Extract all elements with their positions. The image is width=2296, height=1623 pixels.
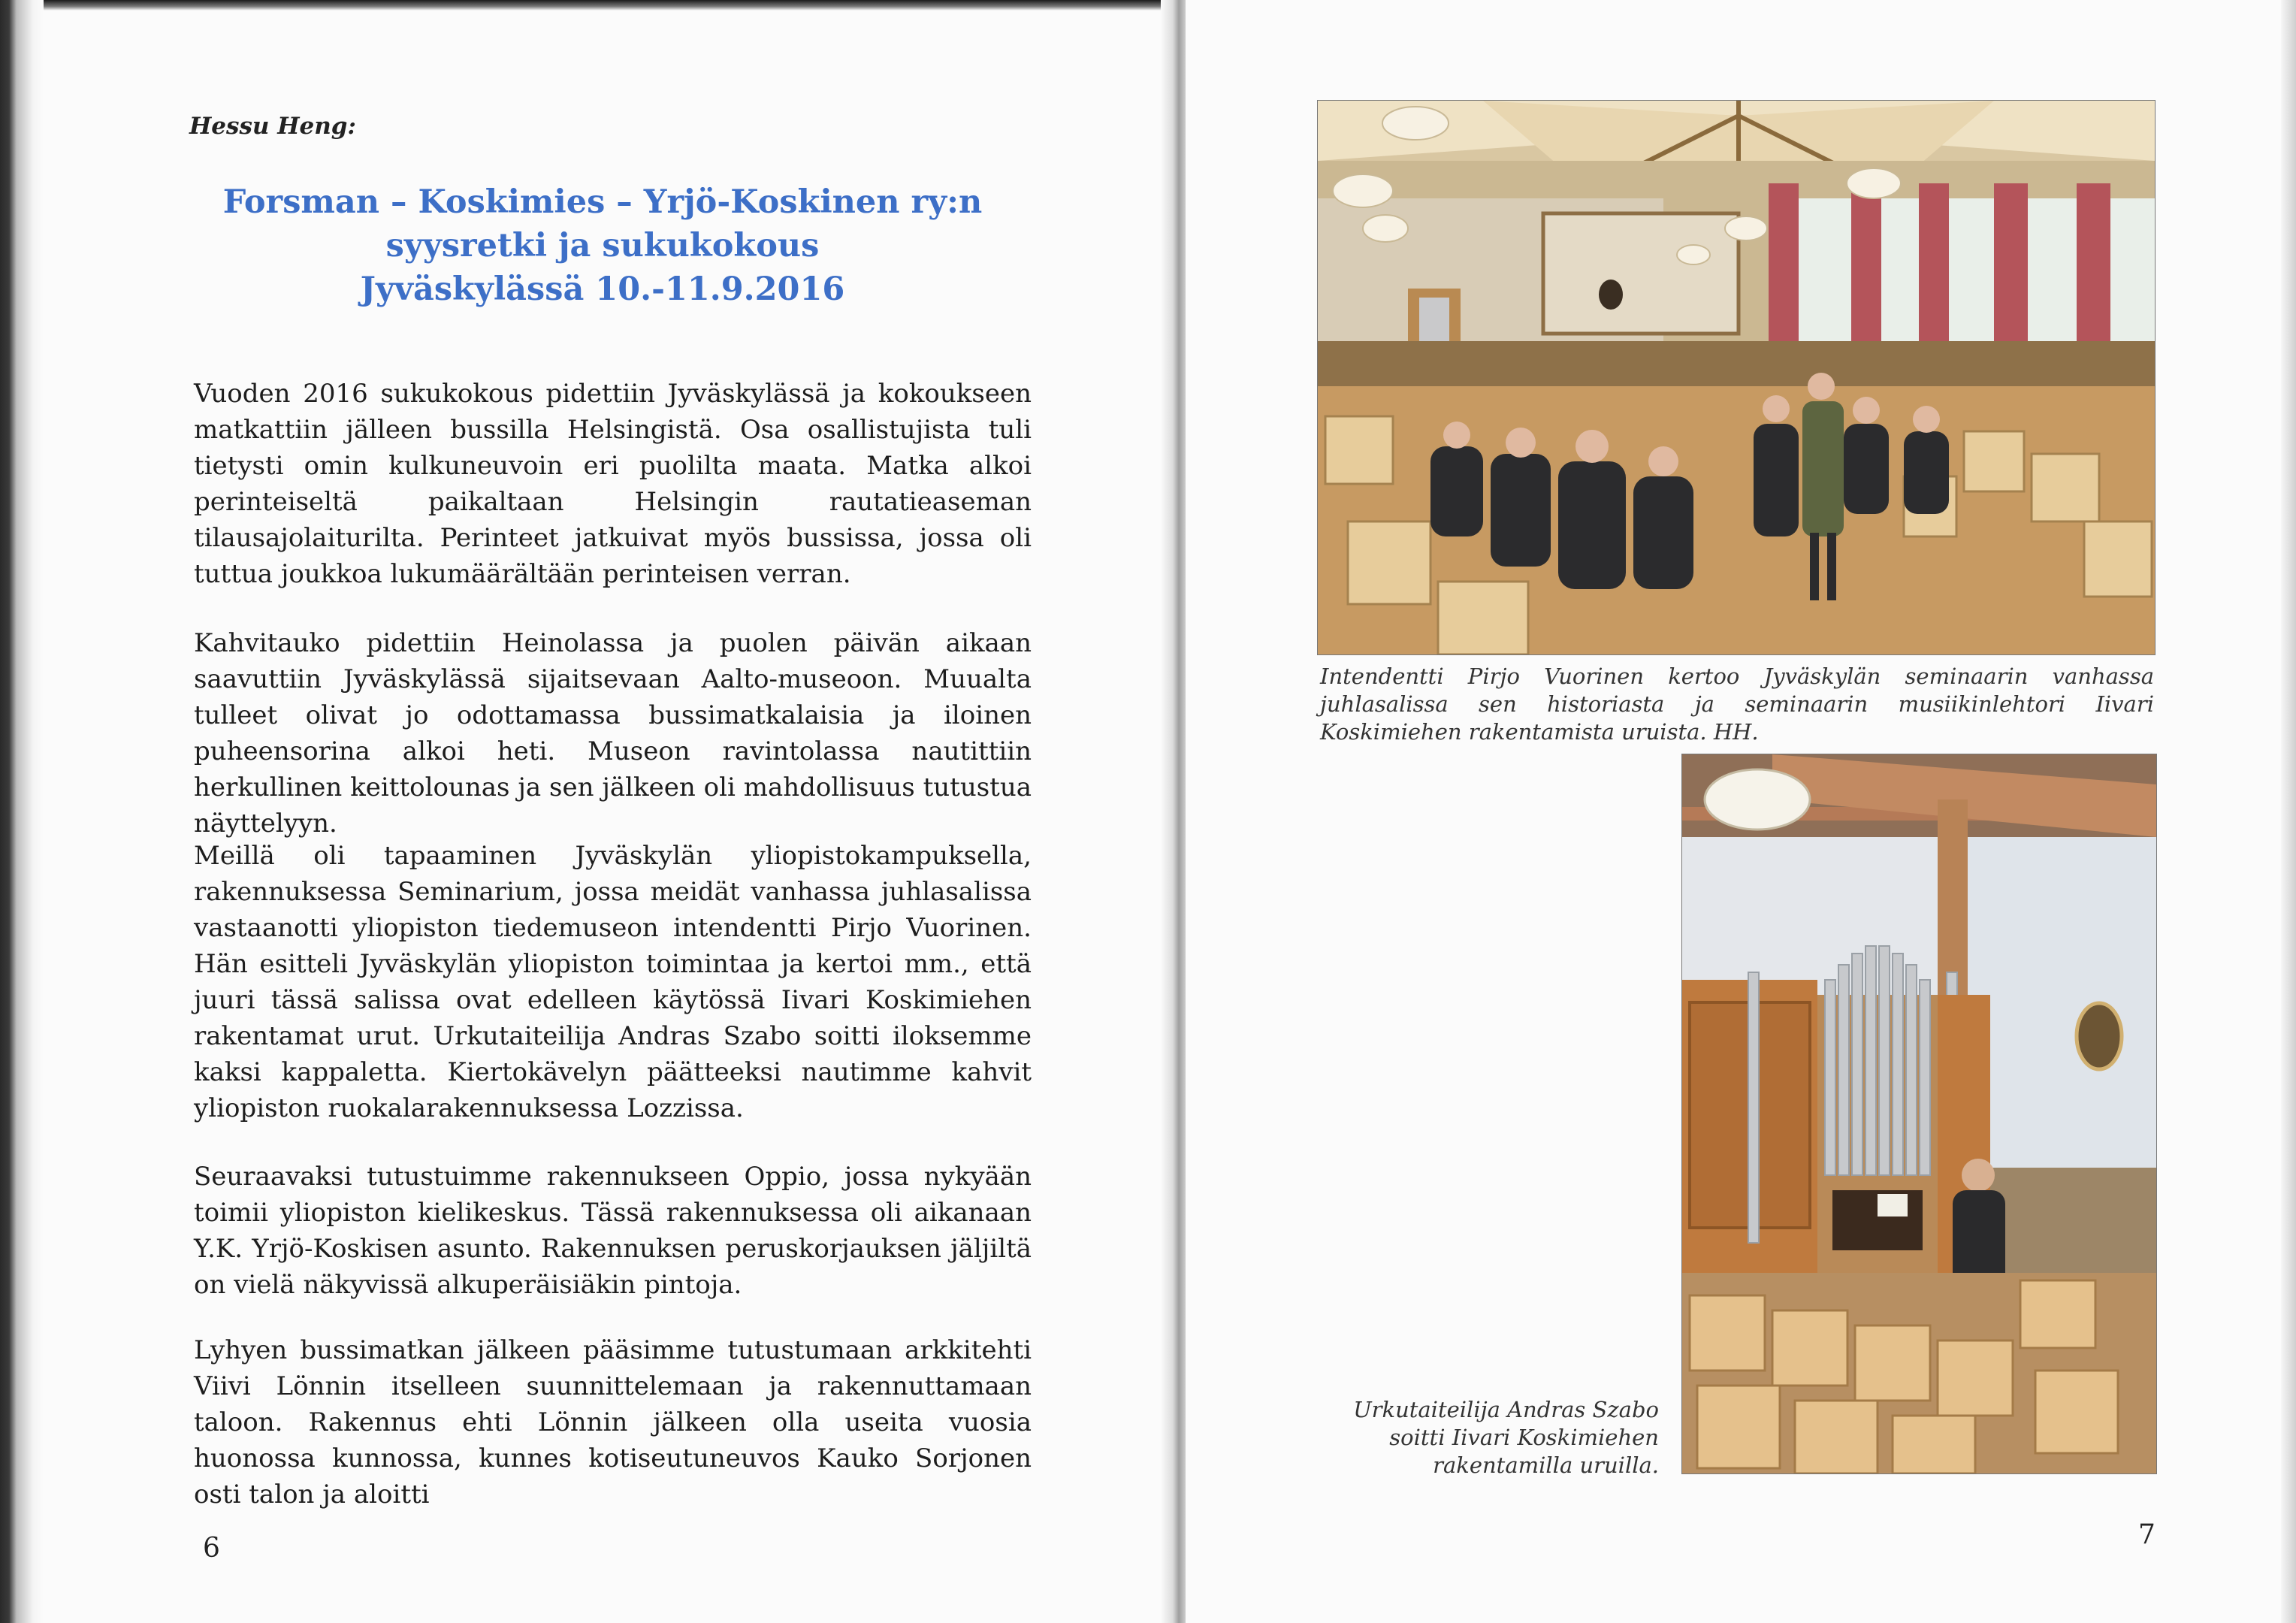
paragraph-4: Seuraavaksi tutustuimme rakennukseen Oppio, jossa nykyään toimii yliopiston kielikeskus. Tässä rakennuksessa oli aikanaan Y.K. Yrjö-Koskisen asunto. Rakennuksen peruskorjauksen jäljiltä on vielä näkyvissä alkuperäisiäkin pintoja. — [194, 1162, 1032, 1300]
page-number-right: 7 — [2138, 1519, 2156, 1550]
paragraph-5: Lyhyen bussimatkan jälkeen pääsimme tutustumaan arkkitehti Viivi Lönnin itselleen suunnittelemaan ja rakennuttamaan taloon. Rakennus ehti Lönnin jälkeen olla useita vuosia huonossa kunnossa, kunnes kotiseutuneuvos Kauko Sorjonen osti talon ja aloitti — [194, 1335, 1032, 1510]
title-line-3: Jyväskylässä 10.-11.9.2016 — [360, 270, 845, 308]
photo2-caption-line-3: rakentamilla uruilla. — [1433, 1452, 1659, 1478]
article-title — [189, 180, 1016, 311]
photo-juhlasali-audience — [1317, 100, 2156, 655]
photo2-caption-line-2: soitti Iivari Koskimiehen — [1389, 1425, 1659, 1450]
paragraph-1: Vuoden 2016 sukukokous pidettiin Jyväskylässä ja kokoukseen matkattiin jälleen bussilla Helsingistä. Osa osallistujista tuli tietysti omin kulkuneuvoin eri puolilta maata. Matka alkoi perinteiseltä paikaltaan Helsingin rautatieaseman tilausajolaiturilta. Perinteet jatkuivat myös bussissa, jossa oli tuttua joukkoa lukumäärältään perinteisen verran. — [194, 379, 1032, 589]
binding-edge — [0, 0, 44, 1623]
photo2-caption-line-1: Urkutaiteilija Andras Szabo — [1353, 1397, 1659, 1422]
photo2-caption — [1336, 1396, 1659, 1479]
author-byline: Hessu Heng: — [189, 113, 356, 140]
paragraph-2: Kahvitauko pidettiin Heinolassa ja puolen päivän aikaan saavuttiin Jyväskylässä sijaitsevaan Aalto-museoon. Muualta tulleet olivat jo odottamassa bussimatkalaisia ja iloinen puheensorina alkoi heti. Museon ravintolassa nautittiin herkullinen keittolounas ja sen jälkeen oli mahdollisuus tutustua näyttelyyn. — [194, 628, 1032, 839]
photo-organ-organist — [1681, 754, 2157, 1474]
title-line-2: syysretki ja sukukokous — [385, 227, 820, 264]
page-top-shadow — [0, 0, 1172, 11]
photo1-caption: Intendentti Pirjo Vuorinen kertoo Jyväskylän seminaarin vanhassa juhlasalissa sen historiasta ja seminaarin musiikinlehtori Iivari Koskimiehen rakentamista uruista. HH. — [1320, 663, 2154, 745]
right-page — [1186, 0, 2296, 1623]
paragraph-3: Meillä oli tapaaminen Jyväskylän yliopistokampuksella, rakennuksessa Seminarium, jossa meidät vanhassa juhlasalissa vastaanotti yliopiston tiedemuseon intendentti Pirjo Vuorinen. Hän esitteli Jyväskylän yliopiston toimintaa ja kertoi mm., että juuri tässä salissa ovat edelleen käytössä Iivari Koskimiehen rakentamat urut. Urkutaiteilija Andras Szabo soitti iloksemme kaksi kappaletta. Kiertokävelyn päätteeksi nautimme kahvit yliopiston ruokalarakennuksessa Lozzissa. — [194, 841, 1032, 1123]
page-number-left: 6 — [203, 1533, 220, 1564]
title-line-1: Forsman – Koskimies – Yrjö-Koskinen ry:n — [222, 183, 983, 221]
page-right-edge — [2281, 0, 2296, 1623]
